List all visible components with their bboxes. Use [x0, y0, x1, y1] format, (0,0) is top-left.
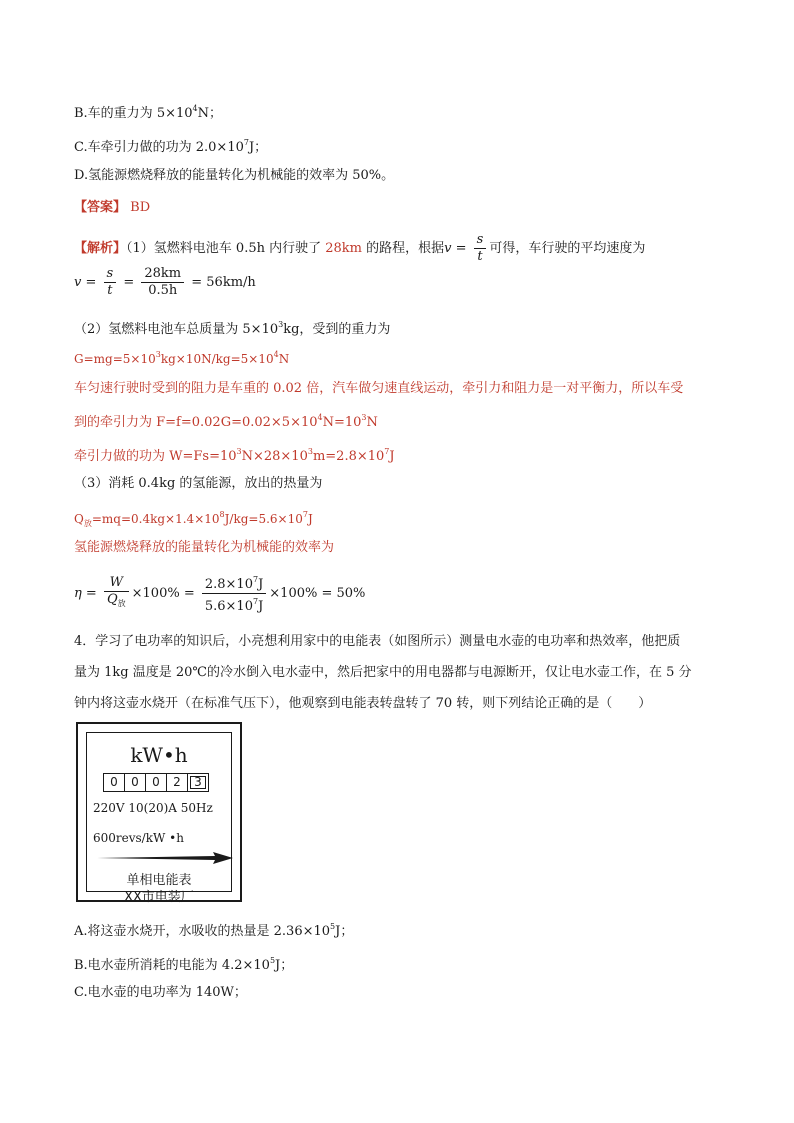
fraction-numerator [202, 572, 266, 594]
meter-digit-decimal: 3 [188, 774, 208, 791]
fraction-denominator: t [477, 249, 483, 264]
question-4-line-1: 4．学习了电功率的知识后，小亮想利用家中的电能表（如图所示）测量电水壶的电功率和热效率，他把质 [74, 634, 681, 649]
exponent: 8 [219, 510, 225, 519]
option-b-tail: J； [275, 958, 294, 973]
option-c-text: C.车牵引力做的功为 2.0×10 [74, 140, 244, 155]
analysis-text: 可得，车行驶的平均速度为 [489, 241, 646, 256]
exponent: 3 [307, 447, 313, 456]
fraction-numerator: s [104, 266, 117, 283]
fraction-denominator [104, 592, 129, 612]
answer-label: 【答案】 [74, 200, 127, 215]
calc-v: v [74, 275, 82, 290]
subscript: 放 [117, 599, 126, 608]
analysis-p2 [74, 316, 390, 339]
meter-digits [103, 773, 209, 792]
fraction-denominator: 0.5h [148, 283, 178, 298]
calc-eta: η [74, 586, 82, 601]
meter-digit: 0 [104, 774, 125, 791]
option-c-tail: J； [248, 140, 268, 155]
meter-digit: 0 [146, 774, 167, 791]
calc-text: N [278, 352, 290, 366]
distance-value: 28km [325, 241, 362, 256]
option-a-tail: J； [335, 924, 354, 939]
meter-digit: 0 [125, 774, 146, 791]
answer-line [74, 199, 150, 217]
calc-text: N=10 [322, 415, 362, 430]
exponent: 7 [302, 510, 308, 519]
analysis-text: （2）氢燃料电池车总质量为 5×10 [74, 322, 279, 337]
fraction-w-q [104, 575, 129, 612]
question-4-line-3: 钟内将这壶水烧开（在标准气压下），他观察到电能表转盘转了 70 转，则下列结论正确的是（ ） [74, 696, 652, 711]
exponent: 5 [330, 922, 336, 931]
calc-eq: = [81, 275, 101, 290]
analysis-p1 [74, 232, 645, 265]
work-calc [74, 443, 395, 466]
calc-text: 2.8×10 [204, 577, 253, 592]
meter-maker: XX市电装厂 [124, 890, 194, 905]
fraction-numerator: W [104, 575, 129, 592]
exponent: 7 [243, 138, 249, 147]
exponent: 7 [384, 447, 390, 456]
option-b-prev [74, 100, 222, 123]
fraction-numerator: s [474, 232, 487, 249]
exponent: 7 [252, 597, 259, 606]
calc-text: =mq=0.4kg×1.4×10 [91, 512, 220, 526]
calc-result: = 56km/h [187, 275, 256, 290]
calc-text: J [307, 512, 313, 526]
calc-text: 到的牵引力为 F=f=0.02G=0.02×5×10 [74, 415, 318, 430]
calc-text: m=2.8×10 [312, 449, 385, 464]
analysis-text: 的路程，根据 [361, 241, 445, 256]
calc-text: 牵引力做的功为 W=Fs=10 [74, 449, 237, 464]
meter-spec: 220V 10(20)A 50Hz [93, 801, 213, 815]
analysis-p3: （3）消耗 0.4kg 的氢能源，放出的热量为 [74, 476, 323, 491]
calc-text: J [258, 599, 264, 614]
efficiency-calc [74, 572, 365, 615]
fraction-values [202, 572, 266, 615]
arrow-icon [95, 851, 235, 865]
velocity-calc [74, 266, 256, 299]
calc-text: J [258, 577, 264, 592]
fraction-denominator [202, 594, 266, 615]
heat-calc [74, 506, 313, 533]
calc-fraction-values [141, 266, 184, 299]
option-c: C.电水壶的电功率为 140W； [74, 985, 247, 1000]
meter-unit: kW•h [130, 743, 188, 767]
option-b-text: B.车的重力为 5×10 [74, 106, 193, 121]
analysis-text: kg，受到的重力为 [283, 322, 391, 337]
exponent: 3 [361, 413, 367, 422]
fraction-denominator: t [107, 283, 113, 298]
calc-text: G=mg=5×10 [74, 352, 156, 366]
analysis-label: 【解析】 [74, 241, 127, 256]
calc-text: ×100% = 50% [269, 586, 366, 601]
calc-text: Q [74, 512, 84, 526]
calc-text: kg×10N/kg=5×10 [160, 352, 274, 366]
subscript: 放 [83, 519, 92, 528]
calc-text: 5.6×10 [204, 599, 253, 614]
calc-text: N [366, 415, 378, 430]
force-line-1: 车匀速行驶时受到的阻力是车重的 0.02 倍，汽车做匀速直线运动，牵引力和阻力是一对平衡力，所以车受 [74, 381, 684, 396]
question-4-line-2: 量为 1kg 温度是 20℃的冷水倒入电水壶中，然后把家中的用电器都与电源断开，仅让电水壶工作，在 5 分 [74, 665, 692, 680]
option-d-prev: D.氢能源燃烧释放的能量转化为机械能的效率为 50%。 [74, 168, 395, 183]
fraction-numerator: 28km [141, 266, 184, 283]
exponent: 4 [273, 350, 279, 359]
exponent: 4 [317, 413, 323, 422]
calc-eq: = [81, 586, 101, 601]
option-b [74, 952, 293, 975]
exponent: 7 [252, 575, 259, 584]
analysis-text: （1）氢燃料电池车 0.5h 内行驶了 [126, 241, 326, 256]
q-symbol: Q [106, 592, 118, 607]
option-b-text: B.电水壶所消耗的电能为 4.2×10 [74, 958, 270, 973]
option-c-prev [74, 134, 267, 157]
calc-text: J [389, 449, 395, 464]
option-b-tail: N； [197, 106, 223, 121]
exponent: 3 [278, 320, 284, 329]
exponent: 3 [236, 447, 242, 456]
force-line-2 [74, 409, 378, 432]
answer-value: BD [130, 200, 151, 215]
meter-name: 单相电能表 [126, 873, 192, 888]
meter-revs: 600revs/kW •h [93, 831, 184, 845]
option-a [74, 918, 353, 941]
meter-inner-frame [86, 732, 232, 905]
calc-text: ×100% = [131, 586, 199, 601]
formula-fraction [474, 232, 487, 265]
exponent: 3 [155, 350, 161, 359]
formula-v: v [444, 241, 452, 256]
gravity-calc [74, 346, 289, 368]
calc-fraction-st [104, 266, 117, 299]
exponent: 4 [192, 104, 198, 113]
calc-eq: = [119, 275, 139, 290]
electric-meter-figure [76, 722, 242, 905]
option-a-text: A.将这壶水烧开，水吸收的热量是 2.36×10 [74, 924, 331, 939]
calc-text: J/kg=5.6×10 [224, 512, 303, 526]
exponent: 5 [269, 956, 276, 965]
formula-eq: = [451, 241, 471, 256]
meter-digit: 2 [167, 774, 188, 791]
efficiency-text: 氢能源燃烧释放的能量转化为机械能的效率为 [74, 540, 335, 555]
calc-text: N×28×10 [241, 449, 308, 464]
